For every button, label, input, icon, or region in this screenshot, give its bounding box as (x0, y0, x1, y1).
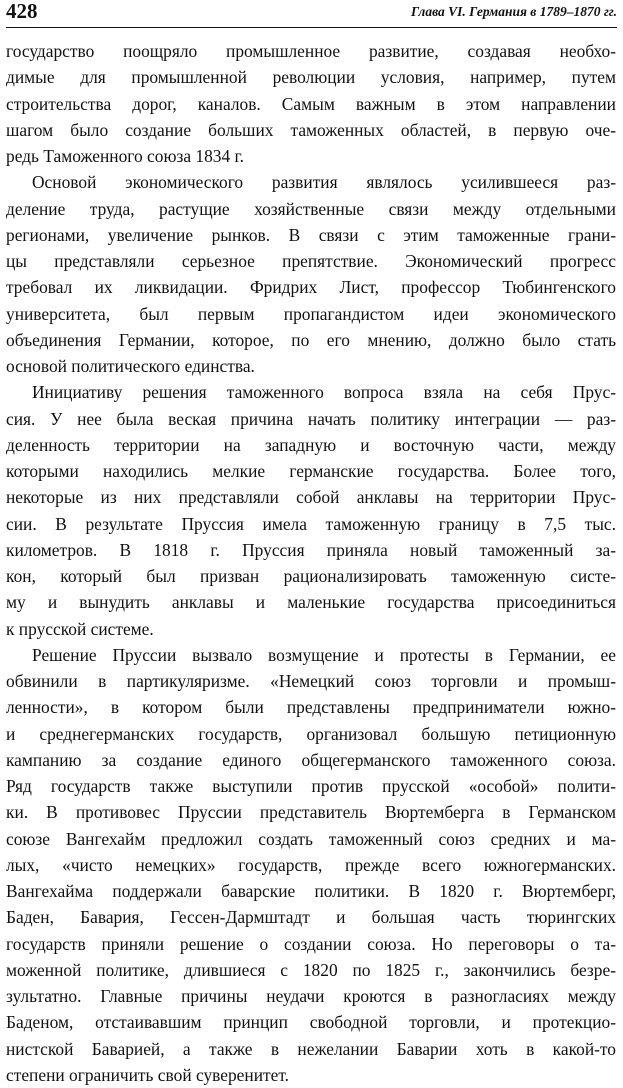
text-line: некоторые из них представляли собой анклавы на территории Прус- (6, 487, 616, 508)
text-line: цы представляли серьезное препятствие. Экономический прогресс (6, 251, 616, 271)
text-line: государств приняли решение о создании союза. Но переговоры о та- (6, 933, 616, 954)
text-line: которыми находились мелкие германские государства. Более того, (6, 461, 616, 481)
text-line: основой политического единства. (6, 356, 255, 376)
text-line: сии. В результате Пруссия имела таможенную границу в 7,5 тыс. (6, 513, 616, 534)
text-line: сия. У нее была веская причина начать политику интеграции — раз- (6, 408, 616, 429)
text-line: лых, «чисто немецких» государств, прежде всего южногерманских. (6, 854, 616, 875)
text-line: зультатно. Главные причины неудачи кроются в разногласиях между (6, 986, 616, 1006)
text-line: километров. В 1818 г. Пруссия приняла новый таможенный за- (6, 539, 616, 560)
text-line: университета, был первым пропагандистом идеи экономического (6, 303, 616, 324)
text-line: ки. В противовес Пруссии представитель Вюртемберга в Германском (6, 802, 616, 823)
text-line: му и вынудить анклавы и маленькие государства присоединиться (6, 592, 616, 613)
text-line: кампанию за создание единого общегерманского таможенного союза. (6, 749, 616, 770)
text-line: к прусской системе. (6, 618, 154, 639)
body-text (6, 38, 616, 1088)
text-line: государство поощряло промышленное развитие, создавая необхо- (6, 41, 616, 61)
text-line: союзе Вангехайм предложил создать таможенный союз средних и ма- (6, 828, 616, 849)
text-line: нистской Баварией, а также в нежелании Баварии хоть в какой-то (6, 1038, 616, 1059)
text-line: степени ограничить свой суверенитет. (6, 1064, 289, 1085)
text-line: редь Таможенного союза 1834 г. (6, 146, 245, 166)
text-line: шагом было создание больших таможенных областей, в первую оче- (6, 119, 616, 140)
text-line: Решение Пруссии вызвало возмущение и протесты в Германии, ее (32, 644, 616, 665)
text-line: димые для промышленной революции условия, например, путем (6, 67, 616, 88)
text-line: Вангехайма поддержали баварские политики. В 1820 г. Вюртемберг, (6, 881, 616, 901)
running-title: Глава VI. Германия в 1789–1870 гг. (410, 4, 617, 19)
text-line: и среднегерманских государств, организовал большую петиционную (6, 723, 616, 744)
text-line: объединения Германии, которое, по его мнению, должно было стать (6, 329, 616, 350)
text-line: Основой экономического развития являлось усилившееся раз- (32, 172, 616, 193)
text-line: требовал их ликвидации. Фридрих Лист, профессор Тюбингенского (6, 277, 616, 298)
text-line: Баден, Бавария, Гессен-Дармштадт и большая часть тюрингских (6, 907, 616, 928)
text-line: кон, который был призван рационализировать таможенную систе- (6, 566, 616, 586)
text-line: Инициативу решения таможенного вопроса взяла на себя Прус- (32, 382, 616, 403)
header-rule (6, 27, 617, 28)
page-number: 428 (6, 0, 38, 23)
text-line: Ряд государств также выступили против прусской «особой» полити- (6, 776, 616, 796)
page-header (6, 0, 617, 24)
text-line: строительства дорог, каналов. Самым важным в этом направлении (6, 93, 616, 114)
text-line: ленности», в котором были представлены предприниматели южно- (6, 697, 616, 718)
text-line: обвинили в партикуляризме. «Немецкий союз торговли и промыш- (6, 671, 616, 691)
text-line: Баденом, отстаивавшим принцип свободной торговли, и протекцио- (6, 1012, 616, 1033)
text-line: регионами, увеличение рынков. В связи с этим таможенные грани- (6, 224, 616, 245)
text-line: моженной политике, длившиеся с 1820 по 1825 г., закончились безре- (6, 959, 616, 980)
text-line: деление труда, растущие хозяйственные связи между отдельными (6, 198, 616, 219)
text-line: деленность территории на западную и восточную части, между (6, 434, 616, 455)
